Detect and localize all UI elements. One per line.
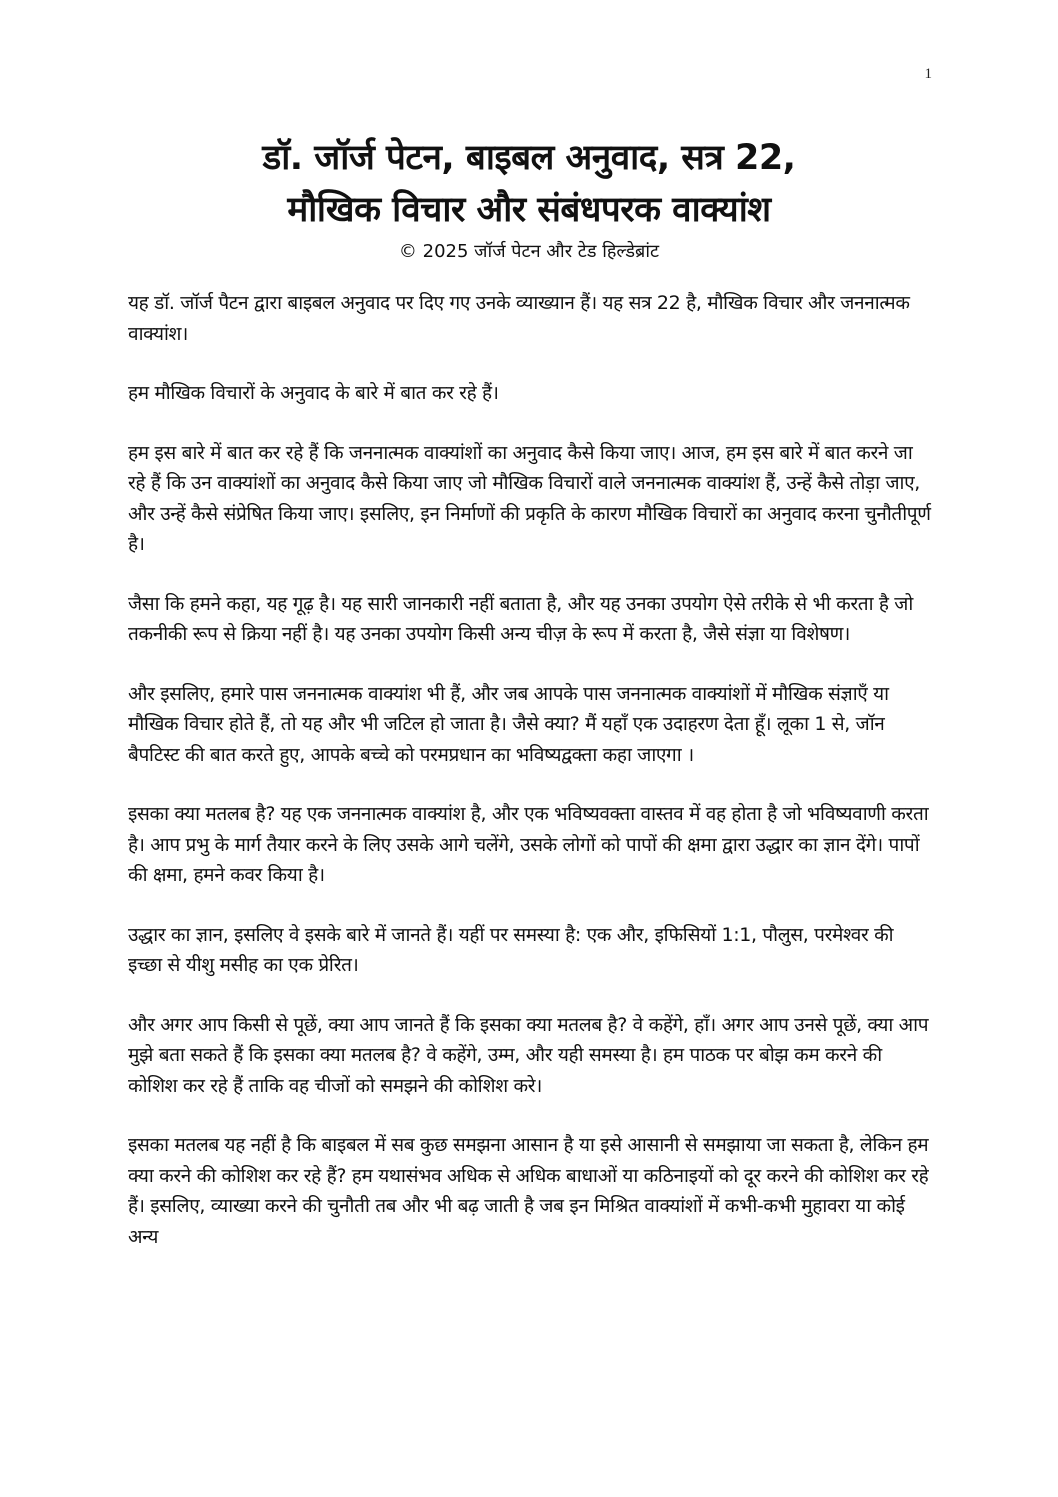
paragraph-5: और इसलिए, हमारे पास जननात्मक वाक्यांश भी हैं, और जब आपके पास जननात्मक वाक्यांशों में मौखिक संज्ञाएँ या मौखिक विचार होते हैं, तो यह और भी जटिल हो जाता है। जैसे क्या? मैं यहाँ एक उदाहरण देता हूँ। लूका 1 से, जॉन बैपटिस्ट की बात करते हुए, आपके बच्चे को परमप्रधान का भविष्यद्वक्ता कहा जाएगा । xyxy=(128,682,889,766)
title-line-2: मौखिक विचार और संबंधपरक वाक्यांश xyxy=(287,190,771,230)
paragraph-9: इसका मतलब यह नहीं है कि बाइबल में सब कुछ समझना आसान है या इसे आसानी से समझाया जा सकता है, लेकिन हम क्या करने की कोशिश कर रहे हैं? हम यथासंभव अधिक से अधिक बाधाओं या कठिनाइयों को दूर करने की कोशिश कर रहे हैं। इसलिए, व्याख्या करने की चुनौती तब और भी बढ़ जाती है जब इन मिश्रित वाक्यांशों में कभी-कभी मुहावरा या कोई अन्य xyxy=(128,1134,929,1248)
document-body xyxy=(128,288,932,1281)
paragraph-6: इसका क्या मतलब है? यह एक जननात्मक वाक्यांश है, और एक भविष्यवक्ता वास्तव में वह होता है जो भविष्यवाणी करता है। आप प्रभु के मार्ग तैयार करने के लिए उसके आगे चलेंगे, उसके लोगों को पापों की क्षमा द्वारा उद्धार का ज्ञान देंगे। पापों की क्षमा, हमने कवर किया है। xyxy=(128,803,929,886)
copyright-notice: © 2025 जॉर्ज पेटन और टेड हिल्डेब्रांट xyxy=(398,241,660,262)
paragraph-2: हम मौखिक विचारों के अनुवाद के बारे में बात कर रहे हैं। xyxy=(128,382,499,404)
title-block xyxy=(128,132,930,266)
paragraph-8: और अगर आप किसी से पूछें, क्या आप जानते हैं कि इसका क्या मतलब है? वे कहेंगे, हाँ। अगर आप उनसे पूछें, क्या आप मुझे बता सकते हैं कि इसका क्या मतलब है? वे कहेंगे, उम्म, और यही समस्या है। हम पाठक पर बोझ कम करने की कोशिश कर रहे हैं ताकि वह चीजों को समझने की कोशिश करे। xyxy=(128,1013,929,1097)
paragraph-1: यह डॉ. जॉर्ज पैटन द्वारा बाइबल अनुवाद पर दिए गए उनके व्याख्यान हैं। यह सत्र 22 है, मौखिक विचार और जननात्मक वाक्यांश। xyxy=(128,292,910,345)
paragraph-7: उद्धार का ज्ञान, इसलिए वे इसके बारे में जानते हैं। यहीं पर समस्या है: एक और, इफिसियों 1:1, पौलुस, परमेश्वर की इच्छा से यीशु मसीह का एक प्रेरित। xyxy=(128,923,894,976)
title-line-1: डॉ. जॉर्ज पेटन, बाइबल अनुवाद, सत्र 22, xyxy=(262,138,796,178)
paragraph-3: हम इस बारे में बात कर रहे हैं कि जननात्मक वाक्यांशों का अनुवाद कैसे किया जाए। आज, हम इस बारे में बात करने जा रहे हैं कि उन वाक्यांशों का अनुवाद कैसे किया जाए जो मौखिक विचारों वाले जननात्मक वाक्यांश हैं, उन्हें कैसे तोड़ा जाए, और उन्हें कैसे संप्रेषित किया जाए। इसलिए, इन निर्माणों की प्रकृति के कारण मौखिक विचारों का अनुवाद करना चुनौतीपूर्ण है। xyxy=(128,441,931,555)
page-number: 1 xyxy=(924,66,932,82)
paragraph-4: जैसा कि हमने कहा, यह गूढ़ है। यह सारी जानकारी नहीं बताता है, और यह उनका उपयोग ऐसे तरीके से भी करता है जो तकनीकी रूप से क्रिया नहीं है। यह उनका उपयोग किसी अन्य चीज़ के रूप में करता है, जैसे संज्ञा या विशेषण। xyxy=(128,592,913,645)
